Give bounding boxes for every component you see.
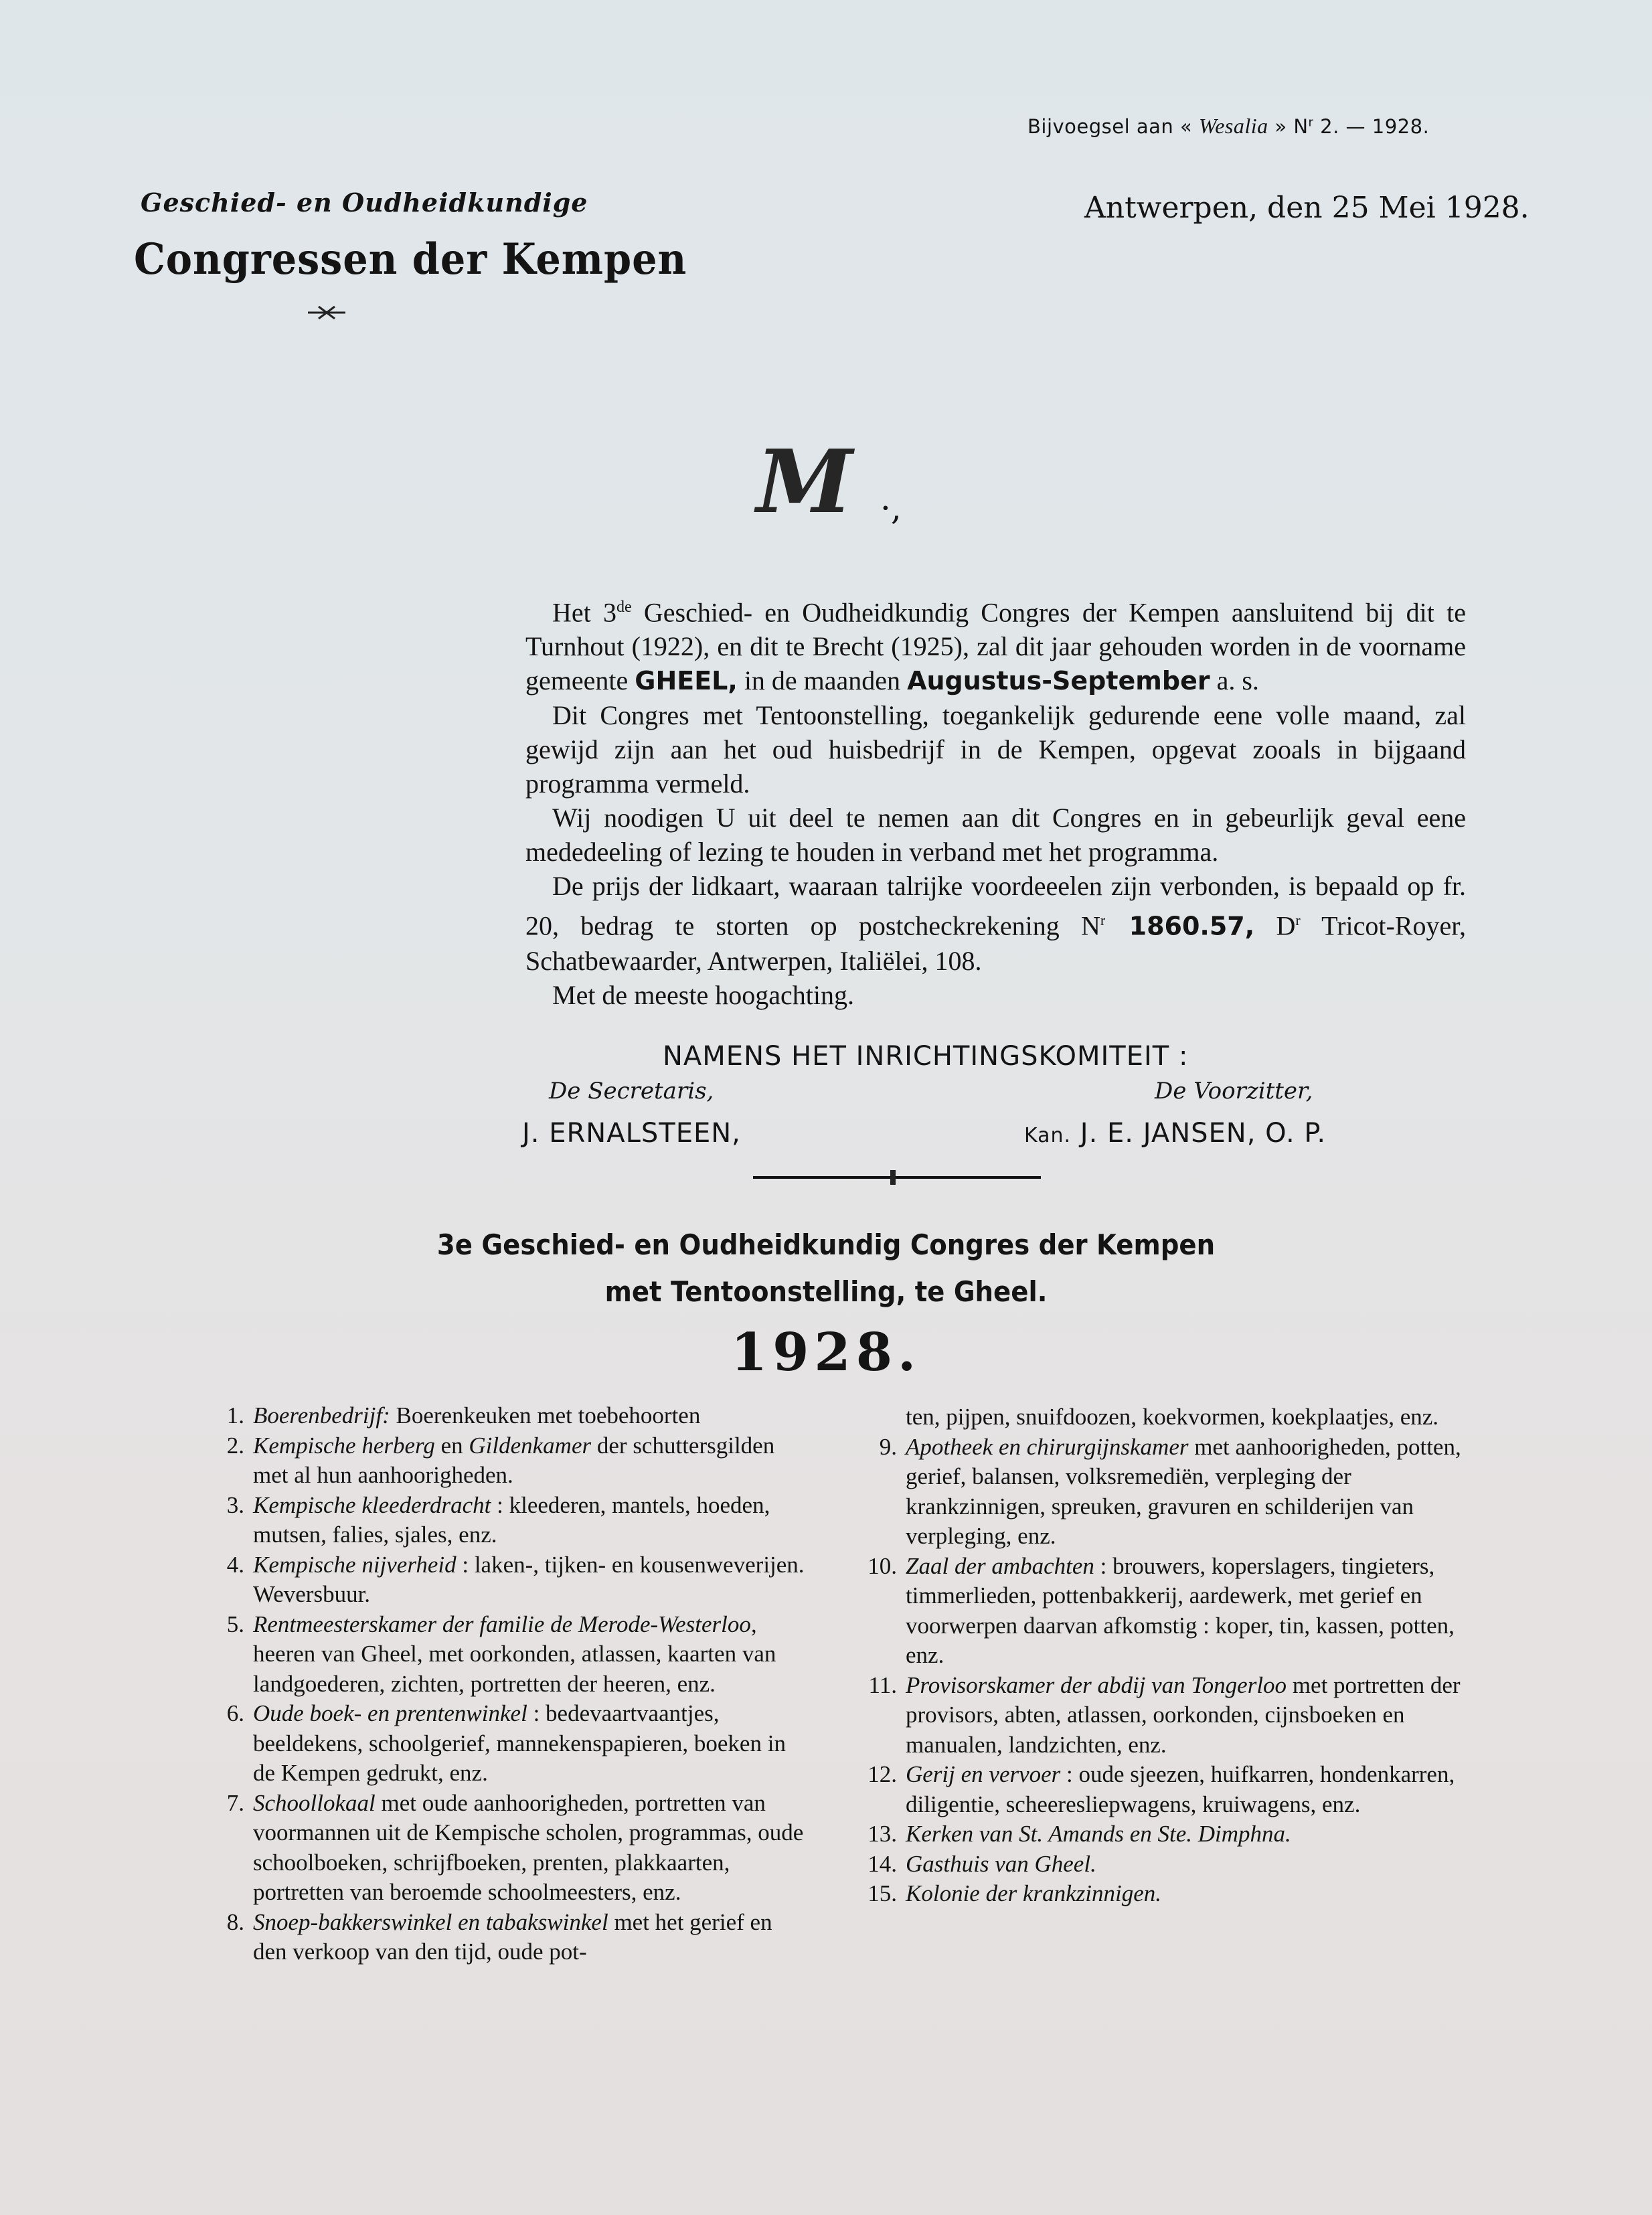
committee-heading: NAMENS HET INRICHTINGSKOMITEIT : <box>663 1041 1189 1072</box>
programme-item <box>847 1760 1463 1819</box>
p1-text-d: a. s. <box>1210 665 1259 696</box>
supplement-note <box>1027 114 1429 139</box>
programme-item <box>194 1431 810 1491</box>
programme-title-line2: met Tentoonstelling, te Gheel. <box>604 1275 1048 1308</box>
item-description: met oude aanhoorigheden, portretten van voormannen uit de Kempische scholen, programmas, oude schoolboeken, schrijfboeken, prenten, plakkaarten, portretten van beroemde schoolmeesters, enz. <box>253 1789 804 1905</box>
item-heading: Oude boek- en prentenwinkel <box>253 1700 527 1726</box>
place-date: Antwerpen, den 25 Mei 1928. <box>1084 191 1530 225</box>
item-text <box>906 1432 1463 1552</box>
item-text <box>253 1550 810 1610</box>
programme-year: 1928. <box>730 1322 922 1383</box>
item-number: 6. <box>226 1700 244 1726</box>
programme-item-continuation <box>847 1402 1463 1432</box>
item-text <box>253 1789 810 1908</box>
programme-item <box>847 1552 1463 1671</box>
secretary-name: J. ERNALSTEEN, <box>522 1118 741 1149</box>
item-heading: Rentmeesterskamer der familie de Merode-Westerloo, <box>253 1611 757 1637</box>
item-heading: Apotheek en chirurgijnskamer <box>906 1433 1189 1460</box>
item-heading: Kerken van St. Amands en Ste. Dimphna. <box>906 1821 1291 1847</box>
item-description: der schuttersgilden met al hun aanhoorigheden. <box>253 1432 775 1488</box>
letter-paragraph-2: Dit Congres met Tentoonstelling, toegankelijk gedurende eene volle maand, zal gewijd zijn aan het oud huisbedrijf in de Kempen, opgevat zooals in bijgaand programma vermeld. <box>525 700 1466 799</box>
president-name-text: J. E. JANSEN, O. P. <box>1071 1118 1327 1149</box>
p1-start: Het 3 <box>552 597 616 628</box>
p4-text-c: Tricot-Royer, Schatbewaarder, Antwerpen, Italiëlei, 108. <box>525 910 1466 976</box>
item-heading: Zaal der ambachten <box>906 1552 1094 1579</box>
item-heading: Gasthuis van Gheel. <box>906 1850 1096 1877</box>
item-text <box>906 1819 1463 1850</box>
item-description: : kleederen, mantels, hoeden, mutsen, falies, sjales, enz. <box>253 1491 770 1548</box>
programme-item <box>194 1908 810 1967</box>
society-name-line1: Geschied- en Oudheidkundige <box>141 187 588 218</box>
number-sup-2: r <box>1100 912 1106 929</box>
item-description: en <box>434 1432 469 1459</box>
item-text <box>253 1431 810 1491</box>
item-number: 9. <box>879 1433 897 1460</box>
item-description: met aanhoorigheden, potten, gerief, balansen, volksremediën, verpleging der krankzinnigen, spreuken, gravuren en schilderijen van verpleging, enz. <box>906 1433 1461 1549</box>
item-description: met het gerief en den verkoop van den tijd, oude pot- <box>253 1908 772 1965</box>
item-number: 1. <box>226 1402 244 1428</box>
item-description: ten, pijpen, snuifdoozen, koekvormen, koekplaatjes, enz. <box>906 1404 1439 1430</box>
programme-item <box>847 1879 1463 1909</box>
item-number: 5. <box>226 1611 244 1637</box>
account-number: 1860.57, <box>1105 911 1255 941</box>
president-title: De Voorzitter, <box>1155 1078 1313 1104</box>
issue-number: 2. — 1928. <box>1320 115 1430 138</box>
item-heading: Kempische nijverheid <box>253 1551 457 1578</box>
item-text <box>906 1552 1463 1671</box>
item-text <box>253 1491 810 1550</box>
item-number: 15. <box>868 1880 897 1906</box>
item-description: : brouwers, koperslagers, tingieters, timmerlieden, pottenbakkerij, aardewerk, met gerief en voorwerpen daarvan afkomstig : koper, tin, kassen, potten, enz. <box>906 1552 1455 1668</box>
item-text <box>253 1699 810 1789</box>
letter-paragraph-3: Wij noodigen U uit deel te nemen aan dit Congres en in gebeurlijk geval eene mededeeling of lezing te houden in verband met het programma. <box>525 803 1466 868</box>
item-heading: Gildenkamer <box>469 1432 592 1459</box>
programme-item <box>847 1819 1463 1850</box>
divider-ornament <box>890 1170 896 1185</box>
salutation-initial: M <box>756 430 853 533</box>
item-number: 13. <box>868 1821 897 1847</box>
place-gheel: GHEEL, <box>635 666 738 696</box>
programme-column-right <box>847 1402 1463 1909</box>
dr-sup: r <box>1295 912 1301 929</box>
letter-paragraph-4 <box>525 869 1466 977</box>
programme-item <box>847 1432 1463 1552</box>
letter-paragraph-1 <box>525 590 1466 698</box>
item-heading: Kempische kleederdracht <box>253 1491 491 1518</box>
p4-dr: D <box>1254 910 1296 941</box>
secretary-title: De Secretaris, <box>549 1078 714 1104</box>
president-name <box>1024 1118 1326 1149</box>
programme-item <box>194 1550 810 1610</box>
letter-body <box>525 590 1466 1012</box>
item-description: Boerenkeuken met toebehoorten <box>390 1402 701 1428</box>
closing: Met de meeste hoogachting. <box>552 979 854 1010</box>
item-text <box>253 1610 810 1700</box>
item-text <box>906 1879 1463 1909</box>
item-description: : bedevaartvaantjes, beeldekens, schoolgerief, mannekenspapieren, boeken in de Kempen gedrukt, enz. <box>253 1700 786 1786</box>
item-heading: Gerij en vervoer <box>906 1761 1061 1787</box>
item-number: 3. <box>226 1491 244 1518</box>
item-heading: Boerenbedrijf: <box>253 1402 390 1428</box>
item-number: 12. <box>868 1761 897 1787</box>
months: Augustus-September <box>907 666 1210 696</box>
item-number: 4. <box>226 1551 244 1578</box>
ornament-star-icon <box>307 305 347 321</box>
divider-rule <box>753 1176 1041 1179</box>
president-prefix: Kan. <box>1024 1124 1072 1147</box>
item-text <box>906 1760 1463 1819</box>
item-description: : laken-, tijken- en kousenweverijen. Weversbuur. <box>253 1551 805 1607</box>
item-description: : oude sjeezen, huifkarren, hondenkarren, diligentie, scheeresliepwagens, kruiwagens, enz. <box>906 1761 1455 1817</box>
item-heading: Kolonie der krankzinnigen. <box>906 1880 1162 1906</box>
item-text <box>906 1671 1463 1760</box>
item-description: met portretten der provisors, abten, atlassen, oorkonden, cijnsboeken en manualen, landzichten, enz. <box>906 1671 1461 1758</box>
item-description: heeren van Gheel, met oorkonden, atlassen, kaarten van landgoederen, zichten, portretten der heeren, enz. <box>253 1641 776 1697</box>
p1-text-c: in de maanden <box>737 665 908 696</box>
item-heading: Provisorskamer der abdij van Tongerloo <box>906 1671 1287 1698</box>
item-number: 2. <box>226 1432 244 1459</box>
p4-text: De prijs der lidkaart, waaraan talrijke voordeeelen zijn verbonden, is bepaald op fr. 20, bedrag te storten op postcheckrekening N <box>525 871 1466 941</box>
item-number: 7. <box>226 1789 244 1816</box>
number-sup: r <box>1308 115 1314 130</box>
programme-item <box>847 1671 1463 1760</box>
programme-column-left <box>194 1401 810 1967</box>
supplement-prefix: Bijvoegsel aan « <box>1027 115 1193 138</box>
society-name-line2: Congressen der Kempen <box>134 234 687 284</box>
item-text <box>253 1908 810 1967</box>
programme-item <box>847 1850 1463 1880</box>
item-text <box>253 1401 810 1431</box>
item-text <box>906 1402 1463 1432</box>
programme-item <box>194 1699 810 1789</box>
item-text <box>906 1850 1463 1880</box>
item-number: 14. <box>868 1850 897 1877</box>
programme-title-line1: 3e Geschied- en Oudheidkundig Congres der Kempen <box>436 1228 1216 1261</box>
item-heading: Snoep-bakkerswinkel en tabakswinkel <box>253 1908 608 1935</box>
programme-item <box>194 1610 810 1700</box>
salutation-dots: ·, <box>880 489 902 527</box>
programme-item <box>194 1401 810 1431</box>
journal-name: Wesalia <box>1199 114 1268 138</box>
item-heading: Schoollokaal <box>253 1789 376 1816</box>
item-heading: Kempische herberg <box>253 1432 435 1459</box>
supplement-suffix: » N <box>1274 115 1309 138</box>
item-number: 10. <box>868 1552 897 1579</box>
programme-item <box>194 1491 810 1550</box>
programme-item <box>194 1789 810 1908</box>
item-number: 11. <box>868 1671 897 1698</box>
item-number: 8. <box>226 1908 244 1935</box>
p1-text: Geschied- en Oudheidkundig Congres der Kempen aansluitend bij dit te Turnhout (1922), en dit te Brecht (1925), zal dit jaar gehouden worden in de voorname gemeente <box>525 597 1466 696</box>
ordinal-sup: de <box>616 598 632 616</box>
